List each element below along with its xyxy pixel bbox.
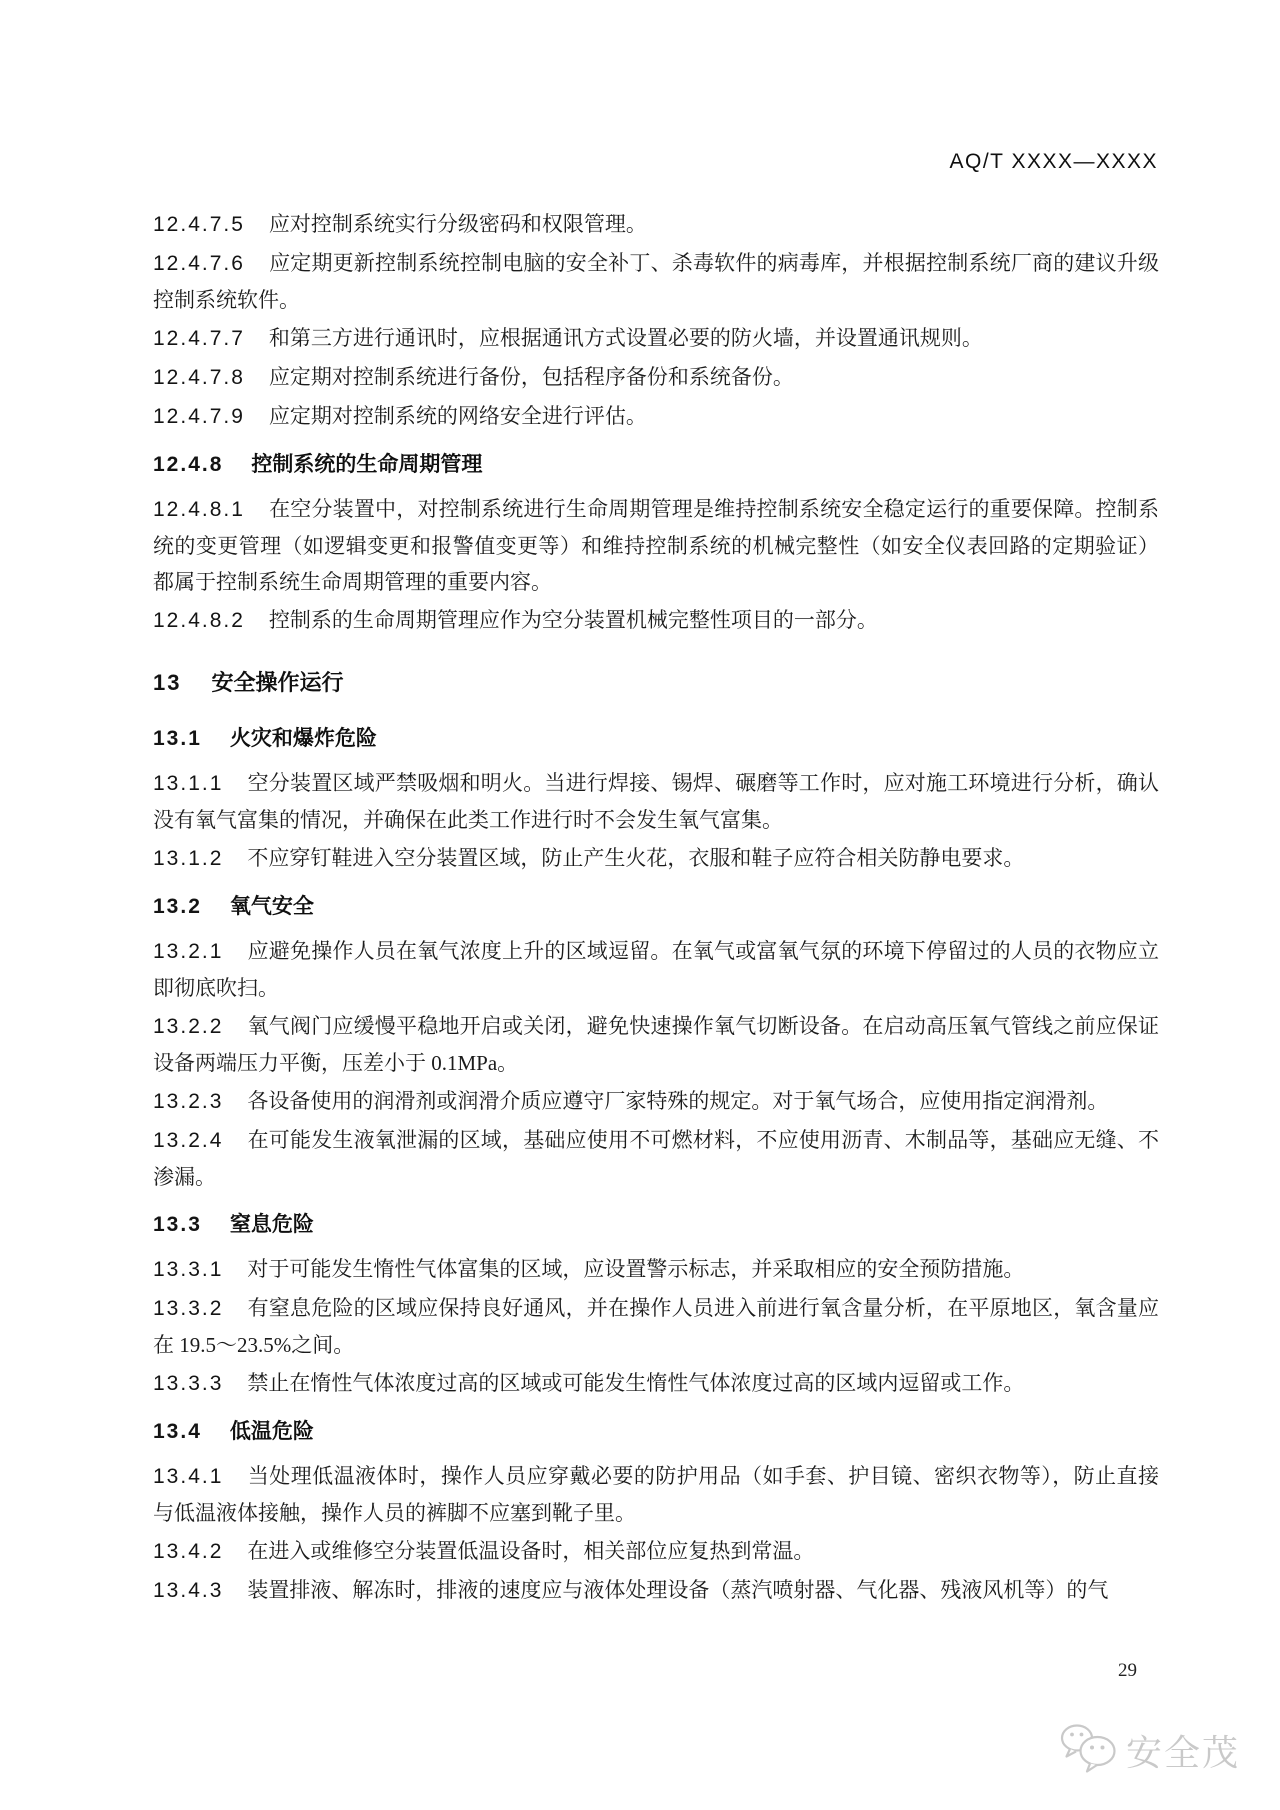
clause-text: 有窒息危险的区域应保持良好通风，并在操作人员进入前进行氧含量分析，在平原地区，氧含量应在 19.5～23.5%之间。 — [153, 1296, 1159, 1357]
heading-number: 12.4.8 — [153, 453, 224, 476]
clause-12-4-7-8 — [153, 359, 1159, 396]
clause-number: 13.3.2 — [153, 1297, 224, 1320]
clause-number: 13.1.1 — [153, 772, 224, 795]
clause-number: 13.4.3 — [153, 1579, 224, 1602]
clause-text: 空分装置区域严禁吸烟和明火。当进行焊接、锡焊、碾磨等工作时，应对施工环境进行分析，确认没有氧气富集的情况，并确保在此类工作进行时不会发生氧气富集。 — [153, 771, 1159, 832]
clause-text: 和第三方进行通讯时，应根据通讯方式设置必要的防火墙，并设置通讯规则。 — [268, 326, 983, 350]
clause-text: 应定期对控制系统的网络安全进行评估。 — [268, 404, 647, 428]
clause-12-4-7-9 — [153, 398, 1159, 435]
clause-text: 应定期更新控制系统控制电脑的安全补丁、杀毒软件的病毒库，并根据控制系统厂商的建议升级控制系统软件。 — [153, 251, 1159, 312]
clause-number: 13.2.3 — [153, 1090, 224, 1113]
clause-12-4-7-6 — [153, 245, 1159, 318]
clause-number: 12.4.7.7 — [153, 327, 245, 350]
clause-12-4-7-5 — [153, 206, 1159, 243]
heading-13-2 — [153, 889, 1159, 925]
clause-number: 12.4.7.9 — [153, 405, 245, 428]
standard-code-header: AQ/T XXXX—XXXX — [949, 150, 1158, 173]
clause-text: 装置排液、解冻时，排液的速度应与液体处理设备（蒸汽喷射器、气化器、残液风机等）的气 — [247, 1578, 1109, 1602]
chapter-text: 安全操作运行 — [211, 670, 344, 695]
clause-13-3-1 — [153, 1251, 1159, 1288]
clause-number: 13.3.1 — [153, 1258, 224, 1281]
clause-text: 当处理低温液体时，操作人员应穿戴必要的防护用品（如手套、护目镜、密织衣物等），防止直接与低温液体接触，操作人员的裤脚不应塞到靴子里。 — [153, 1464, 1159, 1525]
clause-13-4-2 — [153, 1533, 1159, 1570]
clause-13-3-2 — [153, 1290, 1159, 1363]
page-number: 29 — [1118, 1660, 1137, 1681]
watermark-label: 安全茂 — [1125, 1732, 1240, 1773]
clause-13-2-1 — [153, 933, 1159, 1006]
clause-number: 13.2.1 — [153, 940, 224, 963]
clause-12-4-7-7 — [153, 320, 1159, 357]
clause-13-2-4 — [153, 1122, 1159, 1195]
clause-number: 13.2.4 — [153, 1129, 224, 1152]
heading-text: 氧气安全 — [229, 895, 314, 918]
heading-12-4-8 — [153, 447, 1159, 483]
heading-text: 窒息危险 — [229, 1213, 314, 1236]
clause-number: 12.4.7.8 — [153, 366, 245, 389]
clause-text: 控制系的生命周期管理应作为空分装置机械完整性项目的一部分。 — [268, 608, 878, 632]
clause-13-1-2 — [153, 840, 1159, 877]
heading-13-4 — [153, 1414, 1159, 1450]
clause-13-4-3 — [153, 1572, 1159, 1609]
clause-text: 氧气阀门应缓慢平稳地开启或关闭，避免快速操作氧气切断设备。在启动高压氧气管线之前应保证设备两端压力平衡，压差小于 0.1MPa。 — [153, 1014, 1159, 1075]
clause-number: 13.3.3 — [153, 1372, 224, 1395]
clause-text: 在可能发生液氧泄漏的区域，基础应使用不可燃材料，不应使用沥青、木制品等，基础应无缝、不渗漏。 — [153, 1128, 1159, 1189]
clause-text: 对于可能发生惰性气体富集的区域，应设置警示标志，并采取相应的安全预防措施。 — [247, 1257, 1025, 1281]
clause-number: 12.4.7.6 — [153, 252, 245, 275]
clause-number: 13.1.2 — [153, 847, 224, 870]
clause-text: 禁止在惰性气体浓度过高的区域或可能发生惰性气体浓度过高的区域内逗留或工作。 — [247, 1371, 1025, 1395]
clause-text: 不应穿钉鞋进入空分装置区域，防止产生火花，衣服和鞋子应符合相关防静电要求。 — [247, 846, 1025, 870]
clause-text: 在进入或维修空分装置低温设备时，相关部位应复热到常温。 — [247, 1539, 815, 1563]
clause-text: 应避免操作人员在氧气浓度上升的区域逗留。在氧气或富氧气氛的环境下停留过的人员的衣物应立即彻底吹扫。 — [153, 939, 1159, 1000]
wechat-bubbles-icon — [1060, 1722, 1118, 1779]
heading-text: 火灾和爆炸危险 — [229, 727, 377, 750]
clause-text: 应定期对控制系统进行备份，包括程序备份和系统备份。 — [268, 365, 794, 389]
chapter-number: 13 — [153, 670, 182, 695]
clause-13-2-3 — [153, 1083, 1159, 1120]
clause-12-4-8-2 — [153, 602, 1159, 639]
heading-number: 13.3 — [153, 1213, 202, 1236]
heading-text: 控制系统的生命周期管理 — [251, 453, 483, 476]
heading-13-1 — [153, 721, 1159, 757]
chapter-13-heading — [153, 665, 1159, 701]
heading-number: 13.4 — [153, 1420, 202, 1443]
clause-number: 12.4.7.5 — [153, 213, 245, 236]
clause-text: 应对控制系统实行分级密码和权限管理。 — [268, 212, 647, 236]
clause-13-3-3 — [153, 1365, 1159, 1402]
clause-text: 在空分装置中，对控制系统进行生命周期管理是维持控制系统安全稳定运行的重要保障。控制系统的变更管理（如逻辑变更和报警值变更等）和维持控制系统的机械完整性（如安全仪表回路的定期验证）都属于控制系统生命周期管理的重要内容。 — [153, 497, 1159, 594]
heading-number: 13.1 — [153, 727, 202, 750]
clause-12-4-8-1 — [153, 491, 1159, 600]
clause-number: 13.4.2 — [153, 1540, 224, 1563]
clause-13-4-1 — [153, 1458, 1159, 1531]
clause-13-2-2 — [153, 1008, 1159, 1081]
clause-text: 各设备使用的润滑剂或润滑介质应遵守厂家特殊的规定。对于氧气场合，应使用指定润滑剂。 — [247, 1089, 1109, 1113]
clause-number: 12.4.8.2 — [153, 609, 245, 632]
clause-number: 12.4.8.1 — [153, 498, 245, 521]
watermark — [1060, 1722, 1240, 1779]
clause-number: 13.4.1 — [153, 1465, 224, 1488]
document-body — [153, 206, 1159, 1611]
heading-13-3 — [153, 1207, 1159, 1243]
clause-number: 13.2.2 — [153, 1015, 224, 1038]
clause-13-1-1 — [153, 765, 1159, 838]
heading-number: 13.2 — [153, 895, 202, 918]
heading-text: 低温危险 — [229, 1420, 314, 1443]
